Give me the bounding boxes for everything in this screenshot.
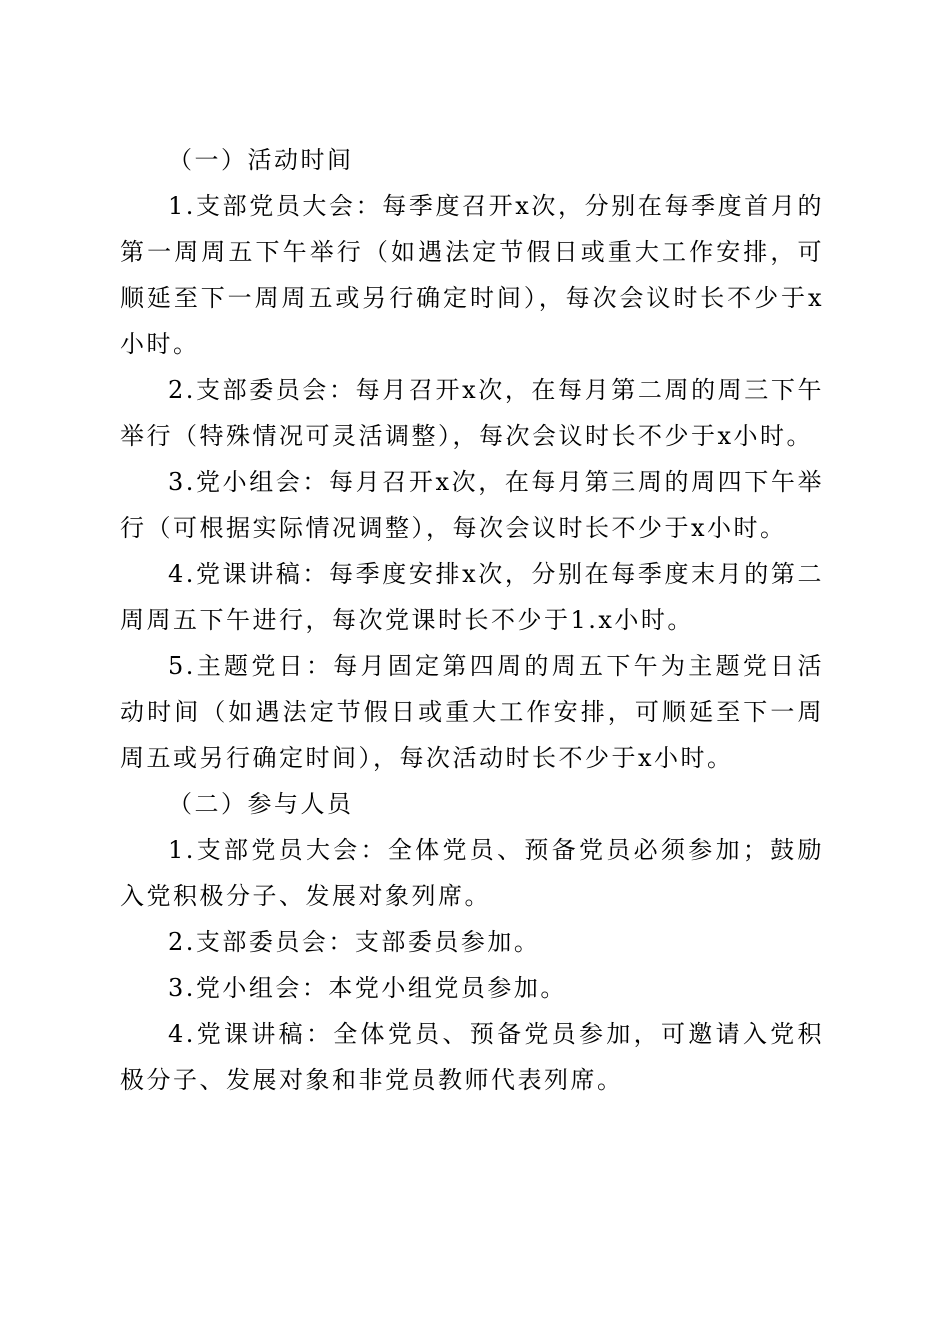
paragraph-party-lecture-participants: 4.党课讲稿：全体党员、预备党员参加，可邀请入党积极分子、发展对象和非党员教师代表列席。 (120, 1020, 824, 1094)
paragraph-party-group-meeting-participants: 3.党小组会：本党小组党员参加。 (168, 974, 567, 1002)
section-heading-activity-time: （一）活动时间 (168, 146, 354, 174)
paragraph-branch-party-meeting-participants: 1.支部党员大会：全体党员、预备党员必须参加；鼓励入党积极分子、发展对象列席。 (120, 836, 824, 910)
document-body (120, 137, 824, 1103)
paragraph-theme-party-day-time: 5.主题党日：每月固定第四周的周五下午为主题党日活动时间（如遇法定节假日或重大工作安排，可顺延至下一周周五或另行确定时间），每次活动时长不少于x小时。 (120, 652, 824, 772)
section-heading-participants: （二）参与人员 (168, 790, 354, 818)
paragraph-party-lecture-time: 4.党课讲稿：每季度安排x次，分别在每季度末月的第二周周五下午进行，每次党课时长不少于1.x小时。 (120, 560, 824, 634)
paragraph-branch-committee-time: 2.支部委员会：每月召开x次，在每月第二周的周三下午举行（特殊情况可灵活调整），每次会议时长不少于x小时。 (120, 376, 824, 450)
paragraph-branch-committee-participants: 2.支部委员会：支部委员参加。 (168, 928, 541, 956)
paragraph-party-group-meeting-time: 3.党小组会：每月召开x次，在每月第三周的周四下午举行（可根据实际情况调整），每次会议时长不少于x小时。 (120, 468, 824, 542)
paragraph-branch-party-meeting-time: 1.支部党员大会：每季度召开x次，分别在每季度首月的第一周周五下午举行（如遇法定节假日或重大工作安排，可顺延至下一周周五或另行确定时间），每次会议时长不少于x小时。 (120, 192, 824, 358)
